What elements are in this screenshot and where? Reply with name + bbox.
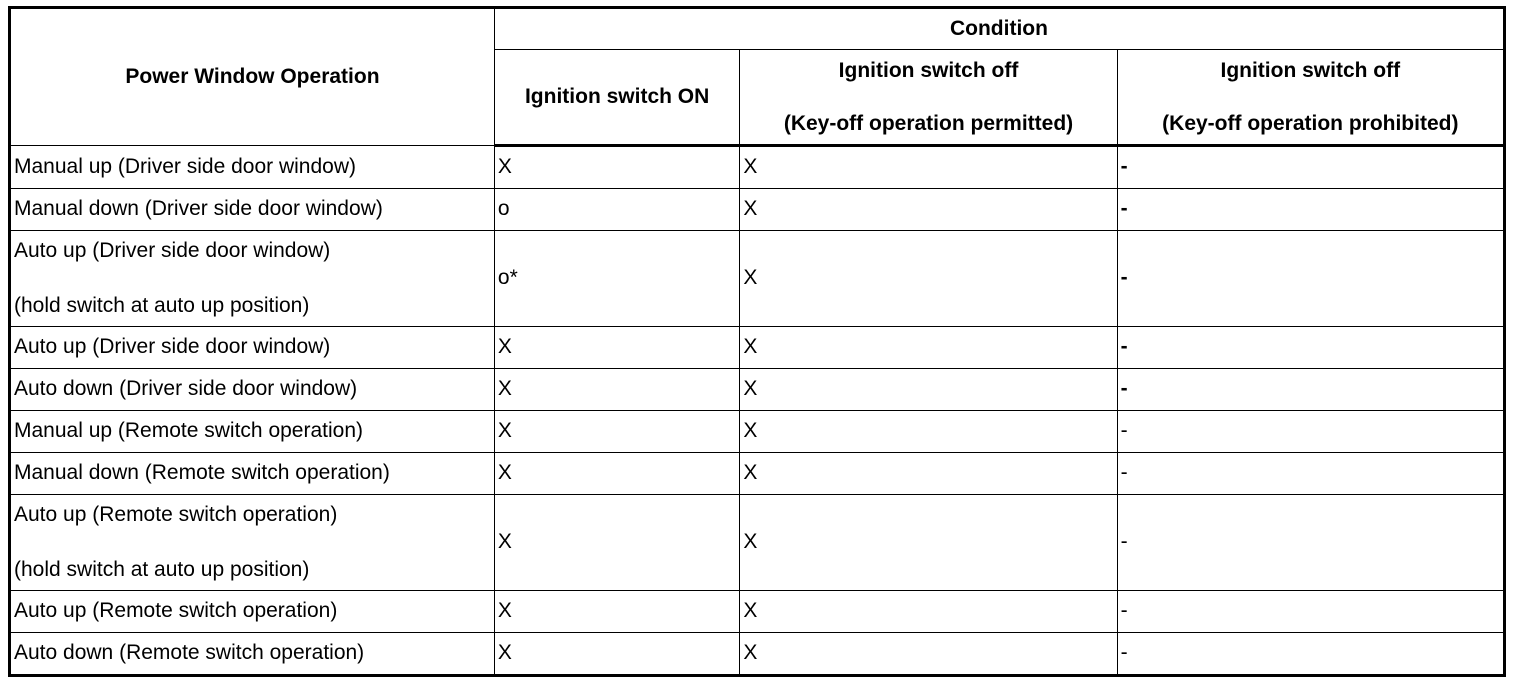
key-off-permitted-cell: X: [740, 146, 1117, 189]
header-power-window-operation: Power Window Operation: [10, 8, 495, 146]
key-off-permitted-cell: X: [740, 231, 1117, 327]
operation-cell: Manual up (Driver side door window): [10, 146, 495, 189]
operation-cell-line1: Auto up (Driver side door window): [14, 239, 331, 263]
ignition-on-cell: X: [494, 146, 739, 189]
operation-cell: Manual down (Remote switch operation): [10, 453, 495, 495]
table-row: [10, 189, 1505, 231]
table-row: [10, 327, 1505, 369]
header-ignition-off-prohibited-line2: (Key-off operation prohibited): [1162, 112, 1459, 135]
table-row: [10, 453, 1505, 495]
table-row: [10, 411, 1505, 453]
header-ignition-on: [494, 50, 739, 146]
power-window-table-container: [8, 6, 1506, 677]
key-off-permitted-cell: X: [740, 411, 1117, 453]
table-row: [10, 146, 1505, 189]
operation-cell-line1: Auto up (Remote switch operation): [14, 503, 338, 527]
ignition-on-cell: X: [494, 369, 739, 411]
header-ignition-off-prohibited: [1117, 50, 1504, 146]
key-off-permitted-cell: X: [740, 327, 1117, 369]
ignition-on-cell: X: [494, 495, 739, 591]
key-off-permitted-cell: X: [740, 591, 1117, 633]
ignition-on-cell: X: [494, 453, 739, 495]
key-off-prohibited-cell: -: [1117, 591, 1504, 633]
operation-cell: Auto up (Driver side door window): [10, 327, 495, 369]
key-off-permitted-cell: X: [740, 369, 1117, 411]
key-off-prohibited-cell: -: [1117, 633, 1504, 676]
operation-cell-line2: (hold switch at auto up position): [14, 557, 310, 581]
ignition-on-cell: X: [494, 327, 739, 369]
header-ignition-off-prohibited-line1: Ignition switch off: [1220, 58, 1401, 82]
ignition-on-cell: o: [494, 189, 739, 231]
header-condition: Condition: [494, 8, 1504, 50]
key-off-prohibited-cell: -: [1117, 369, 1504, 411]
key-off-permitted-cell: X: [740, 453, 1117, 495]
header-ignition-off-permitted-line1: Ignition switch off: [838, 58, 1019, 82]
table-row: [10, 591, 1505, 633]
header-ignition-off-permitted: [740, 50, 1117, 146]
table-row: [10, 495, 1505, 591]
key-off-prohibited-cell: -: [1117, 453, 1504, 495]
key-off-prohibited-cell: -: [1117, 495, 1504, 591]
operation-cell: [10, 495, 495, 591]
table-row: [10, 369, 1505, 411]
operation-cell: Manual up (Remote switch operation): [10, 411, 495, 453]
table-row: [10, 633, 1505, 676]
key-off-prohibited-cell: -: [1117, 231, 1504, 327]
key-off-permitted-cell: X: [740, 189, 1117, 231]
operation-cell-line2: (hold switch at auto up position): [14, 293, 310, 317]
key-off-permitted-cell: X: [740, 495, 1117, 591]
operation-cell: Auto down (Driver side door window): [10, 369, 495, 411]
key-off-prohibited-cell: -: [1117, 411, 1504, 453]
ignition-on-cell: o*: [494, 231, 739, 327]
power-window-operation-table: [8, 6, 1506, 677]
key-off-prohibited-cell: -: [1117, 327, 1504, 369]
operation-cell: Auto down (Remote switch operation): [10, 633, 495, 676]
operation-cell: Auto up (Remote switch operation): [10, 591, 495, 633]
operation-cell: [10, 231, 495, 327]
table-row: [10, 231, 1505, 327]
operation-cell: Manual down (Driver side door window): [10, 189, 495, 231]
ignition-on-cell: X: [494, 411, 739, 453]
ignition-on-cell: X: [494, 591, 739, 633]
header-ignition-off-permitted-line2: (Key-off operation permitted): [783, 112, 1074, 135]
key-off-prohibited-cell: -: [1117, 189, 1504, 231]
ignition-on-cell: X: [494, 633, 739, 676]
key-off-permitted-cell: X: [740, 633, 1117, 676]
header-ignition-on-label: Ignition switch ON: [524, 85, 710, 109]
key-off-prohibited-cell: -: [1117, 146, 1504, 189]
